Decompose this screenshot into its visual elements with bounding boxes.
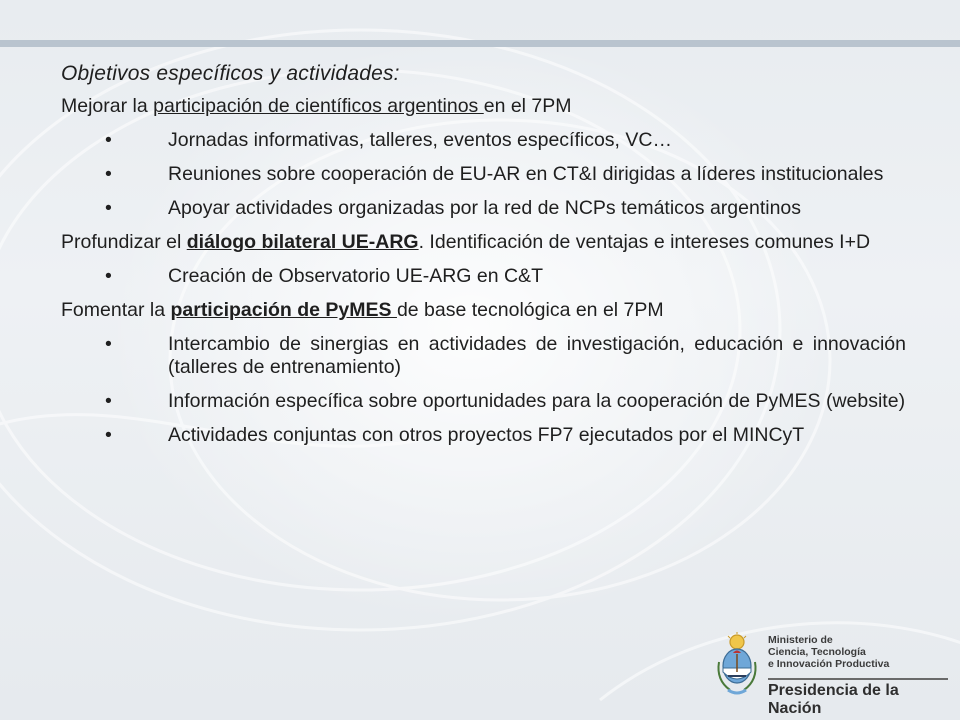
objective-2 xyxy=(61,231,906,254)
objective-2-link[interactable]: diálogo bilateral UE-ARG xyxy=(186,231,419,253)
objective-3 xyxy=(61,299,906,322)
bullet-icon: • xyxy=(105,265,112,287)
objective-1-pre: Mejorar la xyxy=(61,95,154,117)
ministry-logo xyxy=(708,628,948,717)
slide-heading: Objetivos específicos y actividades: xyxy=(61,62,400,85)
objective-3-link[interactable]: participación de PyMES xyxy=(170,299,397,321)
list-item-text: Actividades conjuntas con otros proyectos FP7 ejecutados por el MINCyT xyxy=(168,424,805,446)
argentina-coat-of-arms-icon xyxy=(714,632,760,698)
ministry-line-1: Ministerio de xyxy=(768,634,833,646)
list-item-text: Intercambio de sinergias en actividades de investigación, educación e innovación (talleres de entrenamiento) xyxy=(168,333,906,378)
list-item-text: Creación de Observatorio UE-ARG en C&T xyxy=(168,265,543,287)
bullet-icon: • xyxy=(105,197,112,219)
bullet-icon: • xyxy=(105,390,112,412)
presidencia-label: Presidencia de la Nación xyxy=(768,678,948,718)
objective-3-post: de base tecnológica en el 7PM xyxy=(396,299,664,321)
objective-2-pre: Profundizar el xyxy=(61,231,187,253)
list-item-text: Jornadas informativas, talleres, eventos específicos, VC… xyxy=(168,129,672,151)
list-item xyxy=(61,129,906,152)
bullet-icon: • xyxy=(105,163,112,185)
bullet-icon: • xyxy=(105,333,112,355)
ministry-line-3: e Innovación Productiva xyxy=(768,658,890,670)
ministry-line-2: Ciencia, Tecnología xyxy=(768,646,866,658)
list-item xyxy=(61,333,906,379)
top-accent-bar xyxy=(0,40,960,47)
list-item xyxy=(61,163,906,186)
bullet-icon: • xyxy=(105,129,112,151)
list-item-text: Reuniones sobre cooperación de EU-AR en CT&I dirigidas a líderes institucionales xyxy=(168,163,884,185)
objective-1-link[interactable]: participación de científicos argentinos xyxy=(153,95,484,117)
list-item-text: Apoyar actividades organizadas por la red de NCPs temáticos argentinos xyxy=(168,197,802,219)
list-item xyxy=(61,424,906,447)
ministry-name xyxy=(768,634,889,670)
objective-3-pre: Fomentar la xyxy=(61,299,171,321)
slide-content xyxy=(61,62,906,458)
list-item xyxy=(61,265,906,288)
objective-1 xyxy=(61,95,906,118)
list-item xyxy=(61,197,906,220)
bullet-icon: • xyxy=(105,424,112,446)
list-item xyxy=(61,390,906,413)
objective-1-post: en el 7PM xyxy=(483,95,572,117)
objective-2-post: . Identificación de ventajas e intereses comunes I+D xyxy=(418,231,871,253)
list-item-text: Información específica sobre oportunidades para la cooperación de PyMES (website) xyxy=(168,390,906,412)
